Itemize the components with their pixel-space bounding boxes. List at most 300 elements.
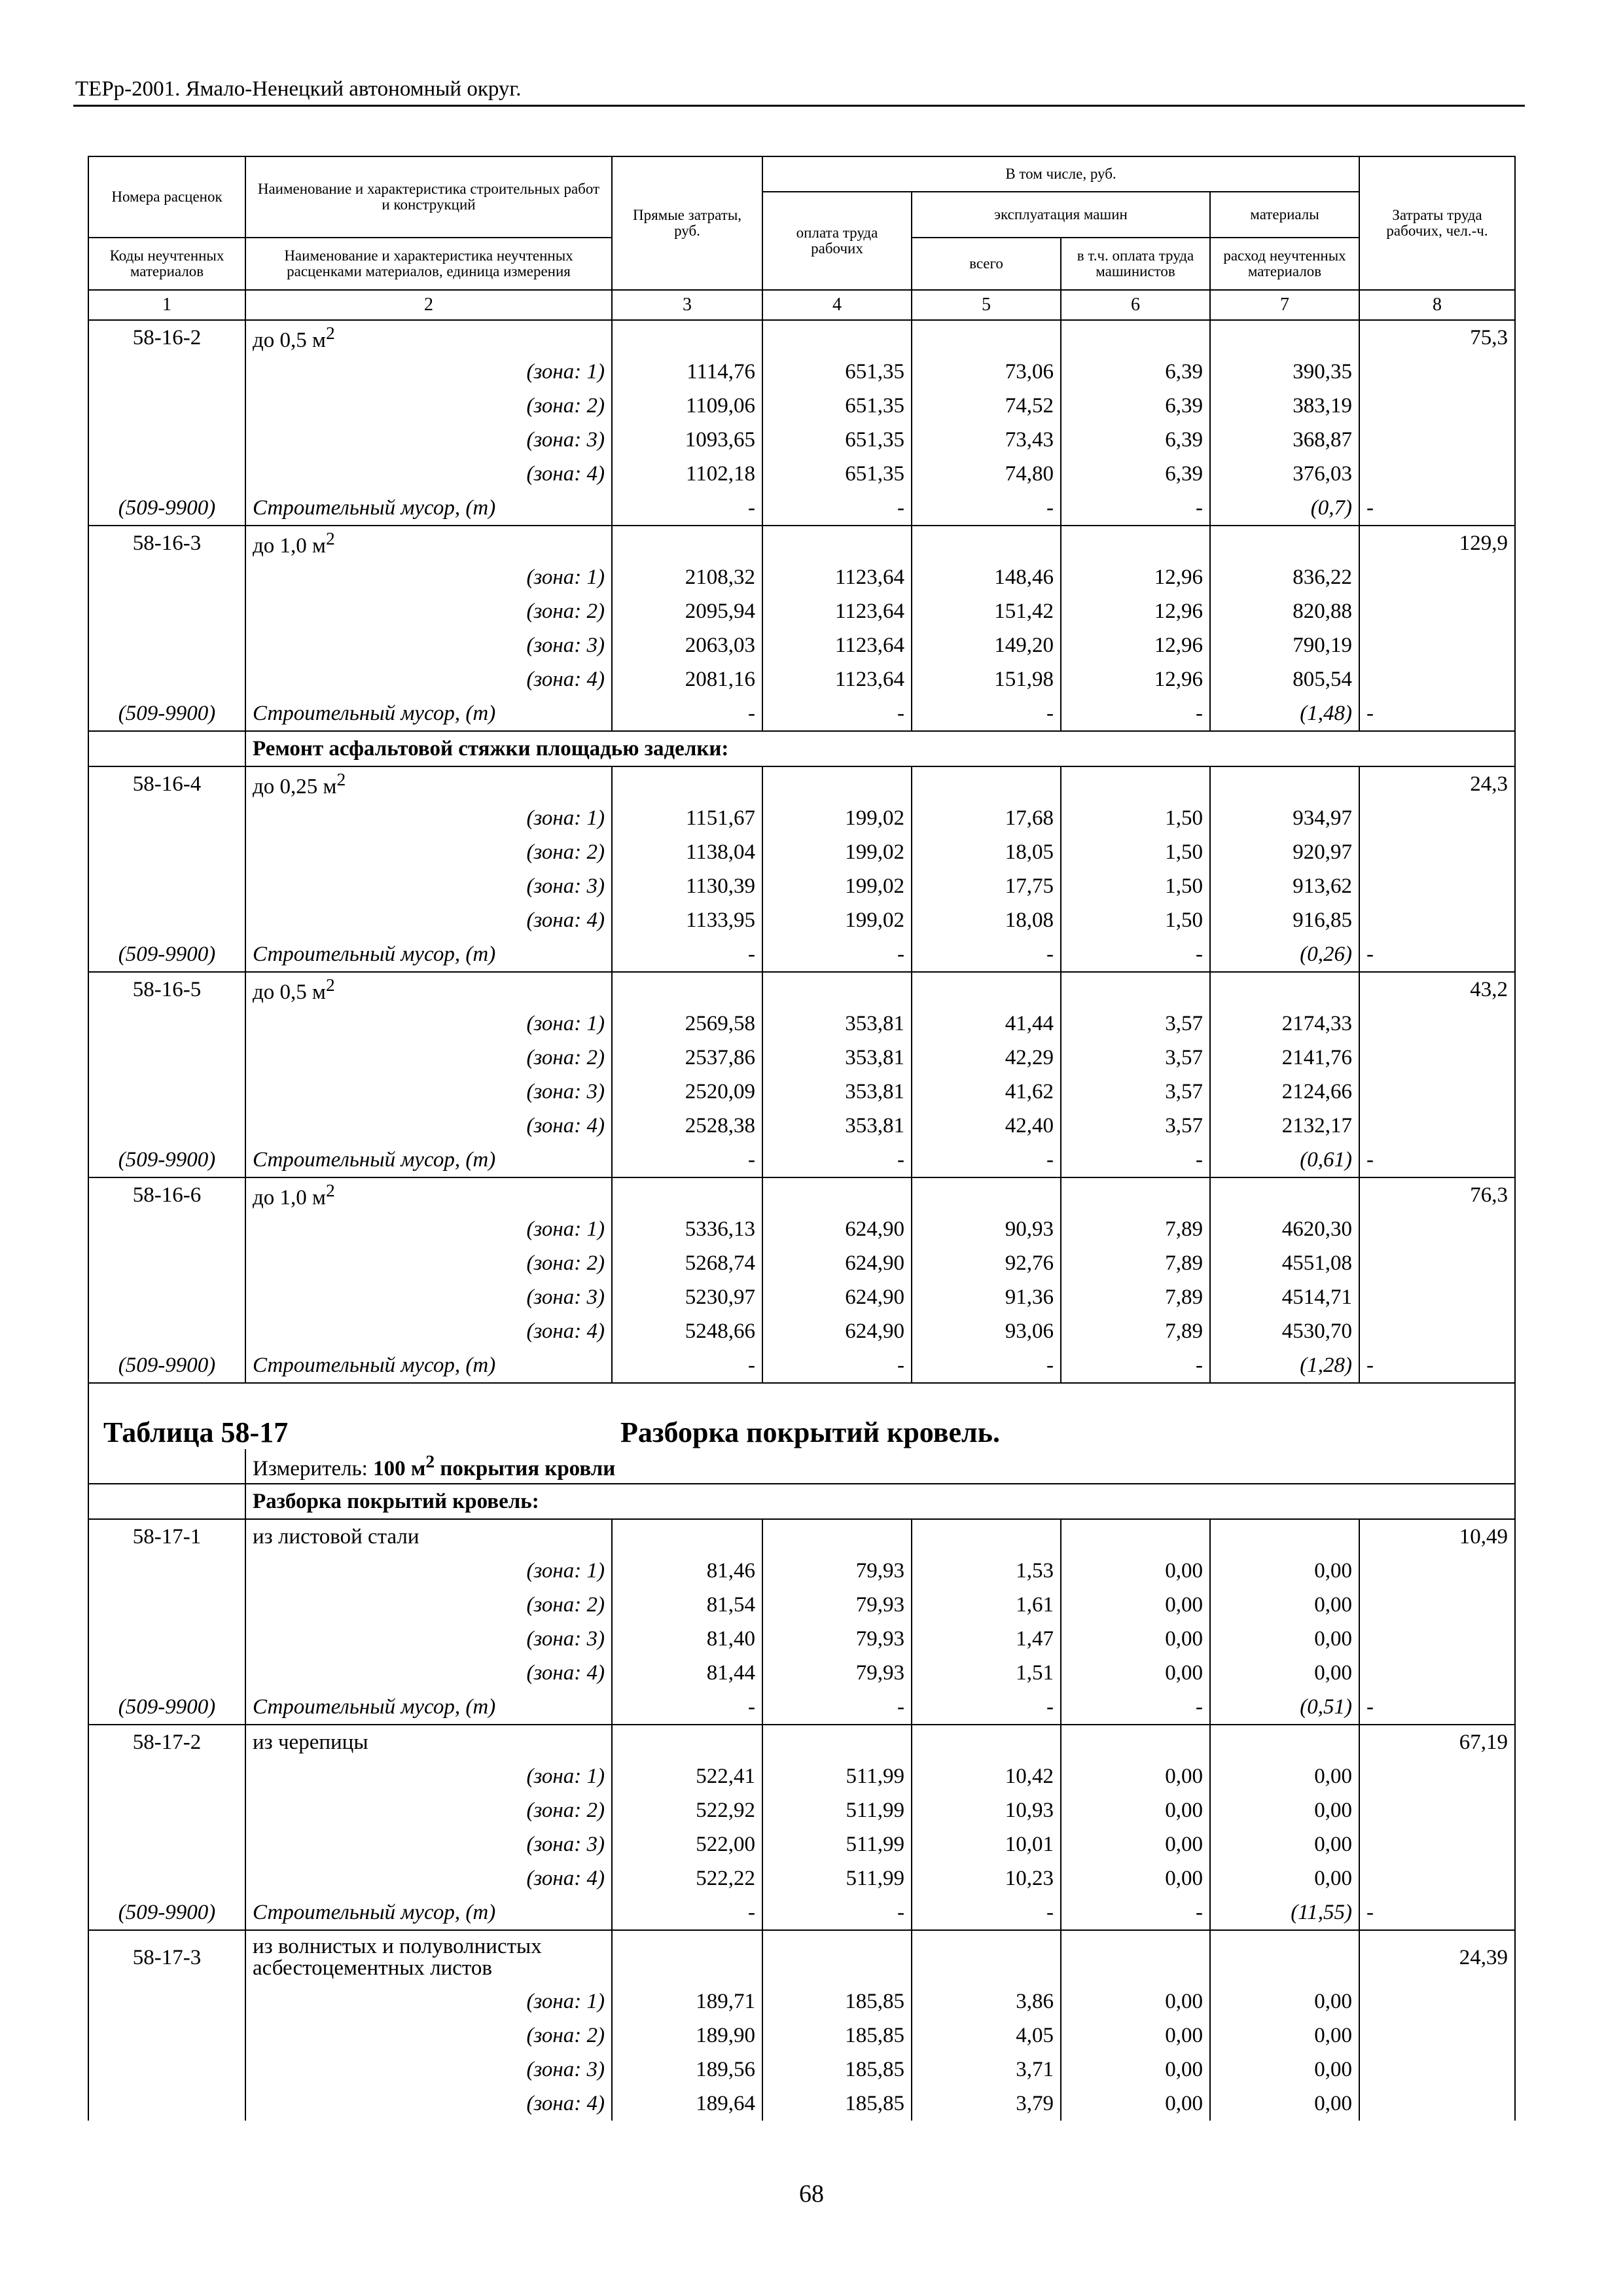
worker-pay-cell: 185,85 bbox=[762, 2087, 912, 2121]
table-row bbox=[88, 1177, 1515, 1212]
worker-pay-cell: 79,93 bbox=[762, 1656, 912, 1690]
dash-cell: - bbox=[1359, 1895, 1515, 1930]
direct-cost-cell: 2108,32 bbox=[612, 560, 762, 594]
meter-prefix: Измеритель: bbox=[253, 1457, 374, 1480]
empty-cell bbox=[88, 1793, 245, 1827]
waste-quantity-cell: (0,26) bbox=[1210, 937, 1359, 972]
table-row bbox=[88, 1246, 1515, 1280]
materials-header: материалы bbox=[1210, 192, 1359, 238]
empty-cell bbox=[612, 526, 762, 560]
col-number: 1 bbox=[88, 290, 245, 320]
dash-cell: - bbox=[1061, 1895, 1210, 1930]
materials-cell: 0,00 bbox=[1210, 1984, 1359, 2018]
rate-code: 58-16-5 bbox=[88, 972, 245, 1007]
empty-cell bbox=[912, 1519, 1061, 1554]
col3-header: Прямые затраты, руб. bbox=[612, 156, 762, 290]
empty-cell bbox=[88, 1007, 245, 1041]
materials-cell: 0,00 bbox=[1210, 1588, 1359, 1622]
col-number: 5 bbox=[912, 290, 1061, 320]
table-row bbox=[88, 1007, 1515, 1041]
machines-total-cell: 3,86 bbox=[912, 1984, 1061, 2018]
direct-cost-cell: 1109,06 bbox=[612, 389, 762, 423]
table-body bbox=[88, 320, 1515, 2121]
empty-cell bbox=[1359, 1007, 1515, 1041]
empty-cell bbox=[1359, 1041, 1515, 1075]
dash-cell: - bbox=[1061, 696, 1210, 731]
empty-cell bbox=[1359, 1984, 1515, 2018]
zone-label: (зона: 1) bbox=[245, 1212, 612, 1246]
direct-cost-cell: 522,00 bbox=[612, 1827, 762, 1861]
col-number: 6 bbox=[1061, 290, 1210, 320]
material-code: (509-9900) bbox=[88, 937, 245, 972]
work-name-text: из черепицы bbox=[253, 1730, 368, 1754]
materials-cell: 0,00 bbox=[1210, 1793, 1359, 1827]
labor-cost-cell: 75,3 bbox=[1359, 320, 1515, 355]
machinist-pay-cell: 6,39 bbox=[1061, 423, 1210, 457]
work-name bbox=[245, 1177, 612, 1212]
dash-cell: - bbox=[1359, 1348, 1515, 1383]
group-header: В том числе, руб. bbox=[762, 156, 1359, 192]
machines-total-cell: 73,06 bbox=[912, 355, 1061, 389]
direct-cost-cell: 2095,94 bbox=[612, 594, 762, 628]
machines-total-cell: 73,43 bbox=[912, 423, 1061, 457]
material-code: (509-9900) bbox=[88, 1143, 245, 1177]
empty-cell bbox=[88, 1984, 245, 2018]
work-name-text: из волнистых и полуволнистых асбестоцементных листов bbox=[253, 1935, 542, 1980]
table-row bbox=[88, 972, 1515, 1007]
machines-total-cell: 41,44 bbox=[912, 1007, 1061, 1041]
worker-pay-cell: 511,99 bbox=[762, 1861, 912, 1895]
work-name bbox=[245, 766, 612, 801]
empty-cell bbox=[762, 1930, 912, 1984]
empty-cell bbox=[1359, 2053, 1515, 2087]
empty-cell bbox=[1359, 1554, 1515, 1588]
table-row bbox=[88, 2087, 1515, 2121]
rate-code: 58-17-2 bbox=[88, 1725, 245, 1759]
material-name: Строительный мусор, (т) bbox=[245, 696, 612, 731]
machines-total-cell: 1,51 bbox=[912, 1656, 1061, 1690]
rate-code: 58-16-3 bbox=[88, 526, 245, 560]
empty-cell bbox=[1210, 972, 1359, 1007]
zone-label: (зона: 2) bbox=[245, 835, 612, 869]
machines-total-cell: 90,93 bbox=[912, 1212, 1061, 1246]
empty-cell bbox=[88, 1861, 245, 1895]
dash-cell: - bbox=[1061, 937, 1210, 972]
table-label: Таблица 58-17 bbox=[103, 1416, 289, 1448]
table-header bbox=[88, 156, 1515, 320]
machines-total-cell: 91,36 bbox=[912, 1280, 1061, 1314]
table-row bbox=[88, 1622, 1515, 1656]
table-row bbox=[88, 1861, 1515, 1895]
empty-cell bbox=[762, 1177, 912, 1212]
machinist-pay-cell: 7,89 bbox=[1061, 1280, 1210, 1314]
section-heading: Ремонт асфальтовой стяжки площадью заделки: bbox=[245, 731, 1515, 766]
materials-cell: 0,00 bbox=[1210, 1759, 1359, 1793]
dash-cell: - bbox=[1359, 1143, 1515, 1177]
direct-cost-cell: 1102,18 bbox=[612, 457, 762, 491]
material-code: (509-9900) bbox=[88, 1348, 245, 1383]
dash-cell: - bbox=[912, 1348, 1061, 1383]
machines-total-cell: 1,47 bbox=[912, 1622, 1061, 1656]
materials-cell: 4620,30 bbox=[1210, 1212, 1359, 1246]
col-number: 2 bbox=[245, 290, 612, 320]
labor-cost-cell: 76,3 bbox=[1359, 1177, 1515, 1212]
dash-cell: - bbox=[612, 1895, 762, 1930]
table-row bbox=[88, 1690, 1515, 1725]
machines-total-cell: 42,40 bbox=[912, 1109, 1061, 1143]
empty-cell bbox=[1210, 526, 1359, 560]
table-row bbox=[88, 1656, 1515, 1690]
col8-header: Затраты труда рабочих, чел.-ч. bbox=[1359, 156, 1515, 290]
empty-cell bbox=[1210, 1177, 1359, 1212]
zone-label: (зона: 3) bbox=[245, 1827, 612, 1861]
empty-cell bbox=[1359, 662, 1515, 696]
page-number: 68 bbox=[799, 2180, 824, 2208]
direct-cost-cell: 1151,67 bbox=[612, 801, 762, 835]
rate-code: 58-17-3 bbox=[88, 1930, 245, 1984]
worker-pay-cell: 199,02 bbox=[762, 801, 912, 835]
empty-cell bbox=[1359, 903, 1515, 937]
empty-cell bbox=[762, 526, 912, 560]
dash-cell: - bbox=[762, 696, 912, 731]
table-row bbox=[88, 594, 1515, 628]
table-row bbox=[88, 903, 1515, 937]
empty-cell bbox=[88, 560, 245, 594]
empty-cell bbox=[88, 1075, 245, 1109]
materials-cell: 920,97 bbox=[1210, 835, 1359, 869]
direct-cost-cell: 189,64 bbox=[612, 2087, 762, 2121]
dash-cell: - bbox=[1359, 1690, 1515, 1725]
machinist-pay-cell: 3,57 bbox=[1061, 1075, 1210, 1109]
direct-cost-cell: 2520,09 bbox=[612, 1075, 762, 1109]
machinist-pay-cell: 6,39 bbox=[1061, 389, 1210, 423]
zone-label: (зона: 1) bbox=[245, 560, 612, 594]
zone-label: (зона: 2) bbox=[245, 389, 612, 423]
direct-cost-cell: 522,22 bbox=[612, 1861, 762, 1895]
machines-total-cell: 10,23 bbox=[912, 1861, 1061, 1895]
table-row bbox=[88, 1519, 1515, 1554]
unit-superscript: 2 bbox=[325, 975, 335, 995]
table-row bbox=[88, 696, 1515, 731]
rate-code: 58-16-2 bbox=[88, 320, 245, 355]
zone-label: (зона: 1) bbox=[245, 1007, 612, 1041]
work-name-text: до 1,0 м bbox=[253, 534, 326, 558]
zone-label: (зона: 2) bbox=[245, 1793, 612, 1827]
empty-cell bbox=[1359, 1861, 1515, 1895]
empty-cell bbox=[88, 801, 245, 835]
worker-pay-cell: 79,93 bbox=[762, 1554, 912, 1588]
direct-cost-cell: 5230,97 bbox=[612, 1280, 762, 1314]
table-row bbox=[88, 662, 1515, 696]
materials-cell: 934,97 bbox=[1210, 801, 1359, 835]
dash-cell: - bbox=[1061, 1348, 1210, 1383]
machinist-pay-cell: 0,00 bbox=[1061, 1827, 1210, 1861]
worker-pay-cell: 199,02 bbox=[762, 835, 912, 869]
zone-label: (зона: 2) bbox=[245, 1588, 612, 1622]
waste-quantity-cell: (11,55) bbox=[1210, 1895, 1359, 1930]
dash-cell: - bbox=[1359, 696, 1515, 731]
machines-total-cell: 18,05 bbox=[912, 835, 1061, 869]
empty-cell bbox=[1359, 389, 1515, 423]
empty-cell bbox=[88, 1041, 245, 1075]
machines-total-cell: 3,71 bbox=[912, 2053, 1061, 2087]
table-row bbox=[88, 1280, 1515, 1314]
machines-total-cell: 1,61 bbox=[912, 1588, 1061, 1622]
table-row bbox=[88, 937, 1515, 972]
empty-cell bbox=[762, 1519, 912, 1554]
worker-pay-cell: 353,81 bbox=[762, 1109, 912, 1143]
material-name: Строительный мусор, (т) bbox=[245, 1348, 612, 1383]
zone-label: (зона: 4) bbox=[245, 457, 612, 491]
materials-cell: 0,00 bbox=[1210, 2018, 1359, 2053]
labor-cost-cell: 67,19 bbox=[1359, 1725, 1515, 1759]
empty-cell bbox=[1210, 1930, 1359, 1984]
materials-cell: 368,87 bbox=[1210, 423, 1359, 457]
worker-pay-cell: 1123,64 bbox=[762, 560, 912, 594]
waste-quantity-cell: (1,48) bbox=[1210, 696, 1359, 731]
machinist-pay-cell: 12,96 bbox=[1061, 560, 1210, 594]
machinist-pay-cell: 0,00 bbox=[1061, 1622, 1210, 1656]
materials-cell: 836,22 bbox=[1210, 560, 1359, 594]
zone-label: (зона: 2) bbox=[245, 1041, 612, 1075]
materials-cell: 4551,08 bbox=[1210, 1246, 1359, 1280]
worker-pay-cell: 1123,64 bbox=[762, 594, 912, 628]
meter-row bbox=[88, 1449, 1515, 1484]
empty-cell bbox=[88, 1759, 245, 1793]
direct-cost-cell: 5248,66 bbox=[612, 1314, 762, 1348]
col-number: 7 bbox=[1210, 290, 1359, 320]
machinist-pay-cell: 1,50 bbox=[1061, 903, 1210, 937]
work-name bbox=[245, 1725, 612, 1759]
machinist-pay-cell: 0,00 bbox=[1061, 1793, 1210, 1827]
empty-cell bbox=[1359, 457, 1515, 491]
dash-cell: - bbox=[762, 491, 912, 526]
empty-cell bbox=[1359, 1109, 1515, 1143]
empty-cell bbox=[1359, 2087, 1515, 2121]
material-name: Строительный мусор, (т) bbox=[245, 1895, 612, 1930]
empty-cell bbox=[762, 766, 912, 801]
machines-total-cell: 4,05 bbox=[912, 2018, 1061, 2053]
empty-cell bbox=[88, 2053, 245, 2087]
dash-cell: - bbox=[1359, 491, 1515, 526]
table-row bbox=[88, 1588, 1515, 1622]
empty-cell bbox=[88, 1109, 245, 1143]
machines-total-cell: 17,75 bbox=[912, 869, 1061, 903]
empty-cell bbox=[88, 1246, 245, 1280]
materials-cell: 0,00 bbox=[1210, 2053, 1359, 2087]
worker-pay-cell: 511,99 bbox=[762, 1759, 912, 1793]
table-row bbox=[88, 1827, 1515, 1861]
machines-total-cell: 18,08 bbox=[912, 903, 1061, 937]
dash-cell: - bbox=[762, 1690, 912, 1725]
zone-label: (зона: 2) bbox=[245, 1246, 612, 1280]
empty-cell bbox=[88, 628, 245, 662]
zone-label: (зона: 4) bbox=[245, 1314, 612, 1348]
table-row bbox=[88, 1109, 1515, 1143]
empty-cell bbox=[88, 594, 245, 628]
worker-pay-cell: 1123,64 bbox=[762, 628, 912, 662]
direct-cost-cell: 522,92 bbox=[612, 1793, 762, 1827]
materials-cell: 913,62 bbox=[1210, 869, 1359, 903]
empty-cell bbox=[88, 1656, 245, 1690]
zone-label: (зона: 1) bbox=[245, 1759, 612, 1793]
dash-cell: - bbox=[762, 1143, 912, 1177]
dash-cell: - bbox=[912, 1895, 1061, 1930]
table-row bbox=[88, 389, 1515, 423]
empty-cell bbox=[1359, 594, 1515, 628]
direct-cost-cell: 2537,86 bbox=[612, 1041, 762, 1075]
direct-cost-cell: 81,40 bbox=[612, 1622, 762, 1656]
table-row bbox=[88, 1314, 1515, 1348]
materials-cell: 4514,71 bbox=[1210, 1280, 1359, 1314]
dash-cell: - bbox=[1061, 1690, 1210, 1725]
direct-cost-cell: 1133,95 bbox=[612, 903, 762, 937]
empty-cell bbox=[88, 903, 245, 937]
table-row bbox=[88, 491, 1515, 526]
dash-cell: - bbox=[1061, 1143, 1210, 1177]
unit-superscript: 2 bbox=[336, 769, 346, 789]
empty-cell bbox=[612, 972, 762, 1007]
machinist-pay-cell: 0,00 bbox=[1061, 1554, 1210, 1588]
direct-cost-cell: 2569,58 bbox=[612, 1007, 762, 1041]
work-name bbox=[245, 1519, 612, 1554]
machinist-pay-cell: 1,50 bbox=[1061, 801, 1210, 835]
machinist-pay-cell: 3,57 bbox=[1061, 1007, 1210, 1041]
work-name bbox=[245, 1930, 612, 1984]
table-row bbox=[88, 526, 1515, 560]
machinist-pay-cell: 1,50 bbox=[1061, 835, 1210, 869]
zone-label: (зона: 3) bbox=[245, 2053, 612, 2087]
empty-cell bbox=[1061, 1930, 1210, 1984]
worker-pay-cell: 651,35 bbox=[762, 355, 912, 389]
direct-cost-cell: 2063,03 bbox=[612, 628, 762, 662]
zone-label: (зона: 2) bbox=[245, 2018, 612, 2053]
table-row bbox=[88, 1725, 1515, 1759]
dash-cell: - bbox=[762, 1348, 912, 1383]
column-numbers-row bbox=[88, 290, 1515, 320]
waste-quantity-cell: (0,61) bbox=[1210, 1143, 1359, 1177]
machines-total-cell: 151,42 bbox=[912, 594, 1061, 628]
table-row bbox=[88, 320, 1515, 355]
material-code: (509-9900) bbox=[88, 696, 245, 731]
empty-cell bbox=[88, 869, 245, 903]
empty-cell bbox=[88, 1314, 245, 1348]
zone-label: (зона: 1) bbox=[245, 1554, 612, 1588]
empty-cell bbox=[1210, 766, 1359, 801]
empty-cell bbox=[88, 835, 245, 869]
dash-cell: - bbox=[612, 696, 762, 731]
empty-cell bbox=[912, 972, 1061, 1007]
table-row bbox=[88, 1984, 1515, 2018]
dash-cell: - bbox=[612, 1143, 762, 1177]
machines-total-cell: 93,06 bbox=[912, 1314, 1061, 1348]
machinist-pay-cell: 0,00 bbox=[1061, 1656, 1210, 1690]
machinist-pay-cell: 7,89 bbox=[1061, 1212, 1210, 1246]
dash-cell: - bbox=[1061, 491, 1210, 526]
dash-cell: - bbox=[912, 1690, 1061, 1725]
worker-pay-cell: 185,85 bbox=[762, 1984, 912, 2018]
materials-cell: 376,03 bbox=[1210, 457, 1359, 491]
empty-cell bbox=[88, 662, 245, 696]
materials-cell: 790,19 bbox=[1210, 628, 1359, 662]
table-row bbox=[88, 355, 1515, 389]
empty-cell bbox=[1061, 766, 1210, 801]
empty-cell bbox=[1061, 526, 1210, 560]
col1-header-bottom: Коды неучтенных материалов bbox=[88, 238, 245, 290]
materials-cell: 2174,33 bbox=[1210, 1007, 1359, 1041]
empty-cell bbox=[1359, 1622, 1515, 1656]
direct-cost-cell: 1114,76 bbox=[612, 355, 762, 389]
empty-cell bbox=[762, 1725, 912, 1759]
worker-pay-cell: 651,35 bbox=[762, 457, 912, 491]
dash-cell: - bbox=[912, 696, 1061, 731]
worker-pay-cell: 79,93 bbox=[762, 1588, 912, 1622]
empty-cell bbox=[1359, 835, 1515, 869]
empty-cell bbox=[1359, 1075, 1515, 1109]
table-title-row bbox=[88, 1383, 1515, 1449]
worker-pay-cell: 511,99 bbox=[762, 1793, 912, 1827]
worker-pay-cell: 624,90 bbox=[762, 1212, 912, 1246]
empty-cell bbox=[88, 457, 245, 491]
empty-cell bbox=[612, 1177, 762, 1212]
unit-superscript: 2 bbox=[325, 528, 335, 548]
zone-label: (зона: 3) bbox=[245, 1622, 612, 1656]
meter bbox=[245, 1449, 1515, 1484]
empty-cell bbox=[1359, 423, 1515, 457]
materials-cell: 0,00 bbox=[1210, 1656, 1359, 1690]
machinist-pay-cell: 7,89 bbox=[1061, 1246, 1210, 1280]
machines-total-cell: 149,20 bbox=[912, 628, 1061, 662]
table-row bbox=[88, 1759, 1515, 1793]
empty-cell bbox=[1359, 1588, 1515, 1622]
dash-cell: - bbox=[762, 937, 912, 972]
empty-cell bbox=[1359, 1314, 1515, 1348]
empty-cell bbox=[1061, 972, 1210, 1007]
table-row bbox=[88, 1212, 1515, 1246]
empty-cell bbox=[88, 423, 245, 457]
empty-cell bbox=[1359, 560, 1515, 594]
direct-cost-cell: 189,56 bbox=[612, 2053, 762, 2087]
section-row bbox=[88, 1484, 1515, 1519]
zone-label: (зона: 4) bbox=[245, 662, 612, 696]
machinist-pay-cell: 12,96 bbox=[1061, 628, 1210, 662]
direct-cost-cell: 2081,16 bbox=[612, 662, 762, 696]
col2-header-bottom: Наименование и характеристика неучтенных расценками материалов, единица измерения bbox=[245, 238, 612, 290]
section-heading: Разборка покрытий кровель: bbox=[245, 1484, 1515, 1519]
empty-cell bbox=[1061, 1725, 1210, 1759]
materials-cell: 0,00 bbox=[1210, 1827, 1359, 1861]
worker-pay-cell: 353,81 bbox=[762, 1007, 912, 1041]
machines-total-cell: 10,01 bbox=[912, 1827, 1061, 1861]
work-name-text: до 0,5 м bbox=[253, 980, 326, 1004]
labor-cost-cell: 24,39 bbox=[1359, 1930, 1515, 1984]
waste-quantity-cell: (0,7) bbox=[1210, 491, 1359, 526]
empty-cell bbox=[1061, 1519, 1210, 1554]
zone-label: (зона: 3) bbox=[245, 1075, 612, 1109]
empty-cell bbox=[912, 1177, 1061, 1212]
table-row bbox=[88, 1895, 1515, 1930]
col7-header: расход неучтенных материалов bbox=[1210, 238, 1359, 290]
table-row bbox=[88, 766, 1515, 801]
material-name: Строительный мусор, (т) bbox=[245, 491, 612, 526]
zone-label: (зона: 4) bbox=[245, 903, 612, 937]
dash-cell: - bbox=[912, 491, 1061, 526]
table-row bbox=[88, 423, 1515, 457]
empty-cell bbox=[88, 1484, 245, 1519]
dash-cell: - bbox=[762, 1895, 912, 1930]
machinist-pay-cell: 3,57 bbox=[1061, 1109, 1210, 1143]
empty-cell bbox=[88, 2018, 245, 2053]
